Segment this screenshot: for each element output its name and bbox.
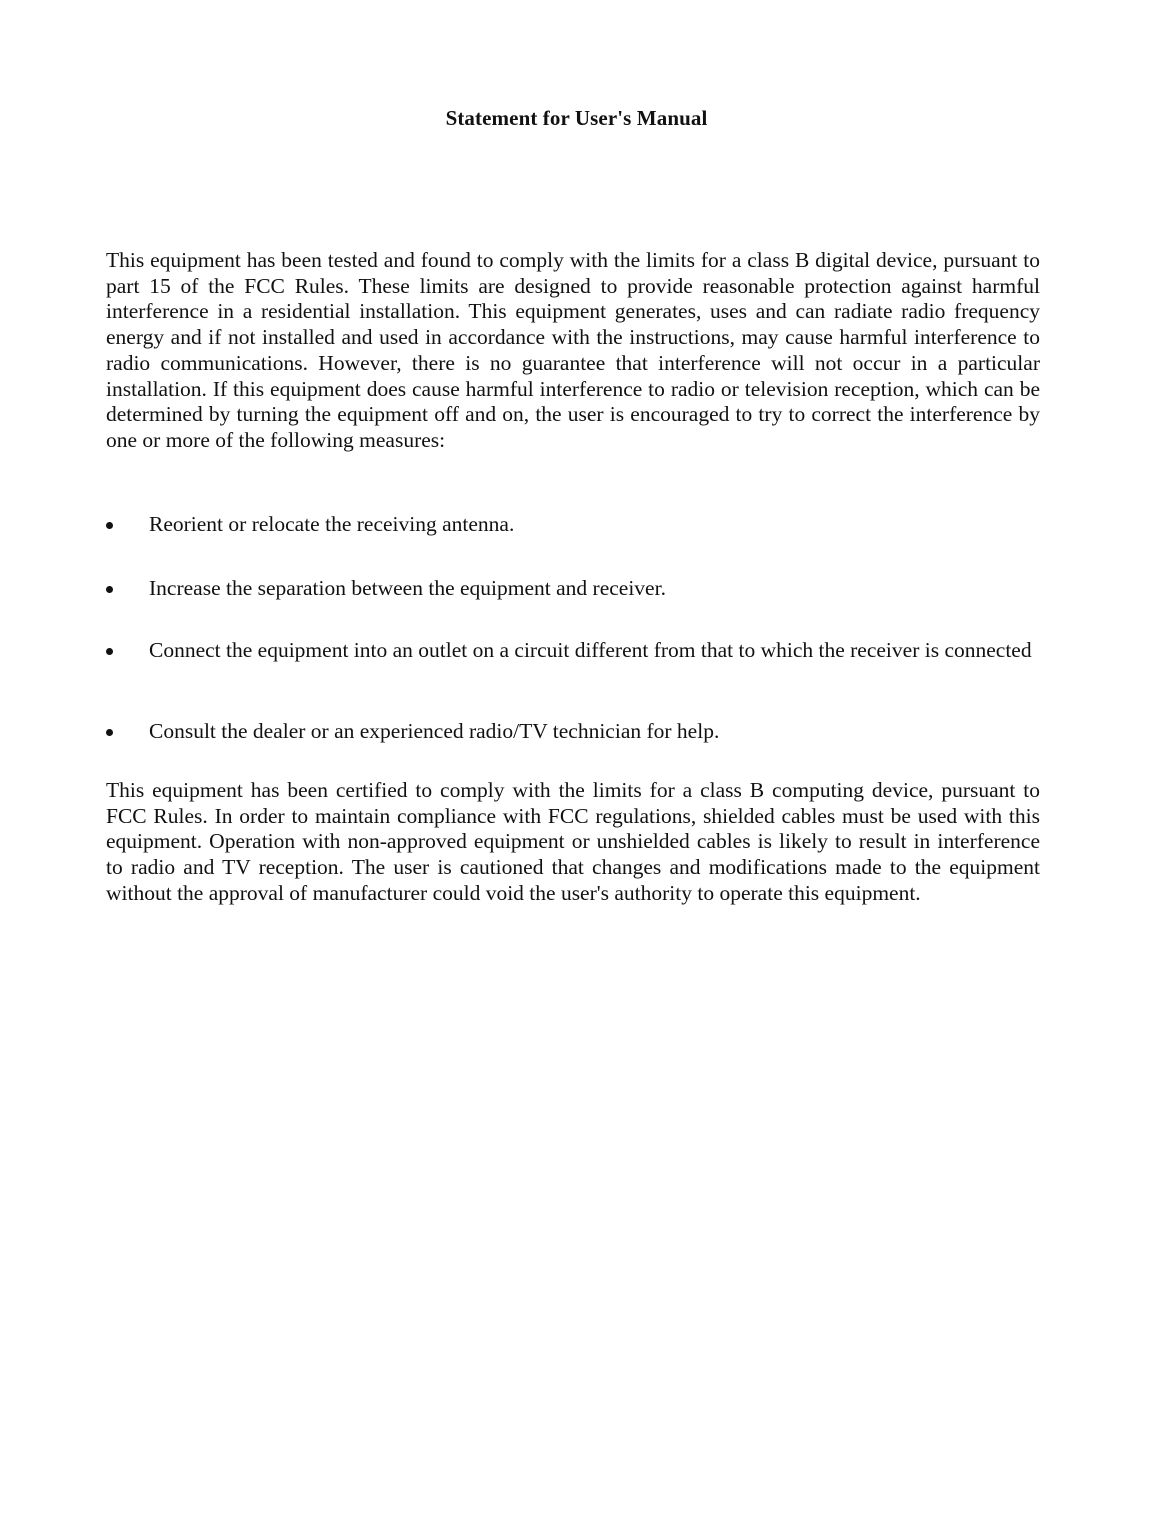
list-item-text: Increase the separation between the equipment and receiver.: [149, 576, 666, 600]
certification-paragraph: This equipment has been certified to comply with the limits for a class B computing device, pursuant to FCC Rules. In order to maintain compliance with FCC regulations, shielded cables must be used with this equipment. Operation with non-approved equipment or unshielded cables is likely to result in interference to radio and TV reception. The user is cautioned that changes and modifications made to the equipment without the approval of manufacturer could void the user's authority to operate this equipment.: [106, 778, 1040, 905]
list-item-text: Consult the dealer or an experienced radio/TV technician for help.: [149, 719, 720, 743]
bullet-icon: [106, 729, 113, 736]
list-item-text: Connect the equipment into an outlet on a circuit different from that to which the receiver is connected: [149, 638, 1032, 662]
list-item-text: Reorient or relocate the receiving antenna.: [149, 512, 515, 536]
bullet-icon: [106, 586, 113, 593]
document-title: Statement for User's Manual: [445, 106, 708, 130]
bullet-icon: [106, 522, 113, 529]
bullet-icon: [106, 648, 113, 655]
intro-paragraph: This equipment has been tested and found to comply with the limits for a class B digital device, pursuant to part 15 of the FCC Rules. These limits are designed to provide reasonable protection against harmful interference in a residential installation. This equipment generates, uses and can radiate radio frequency energy and if not installed and used in accordance with the instructions, may cause harmful interference to radio communications. However, there is no guarantee that interference will not occur in a particular installation. If this equipment does cause harmful interference to radio or television reception, which can be determined by turning the equipment off and on, the user is encouraged to try to correct the interference by one or more of the following measures:: [106, 248, 1040, 452]
